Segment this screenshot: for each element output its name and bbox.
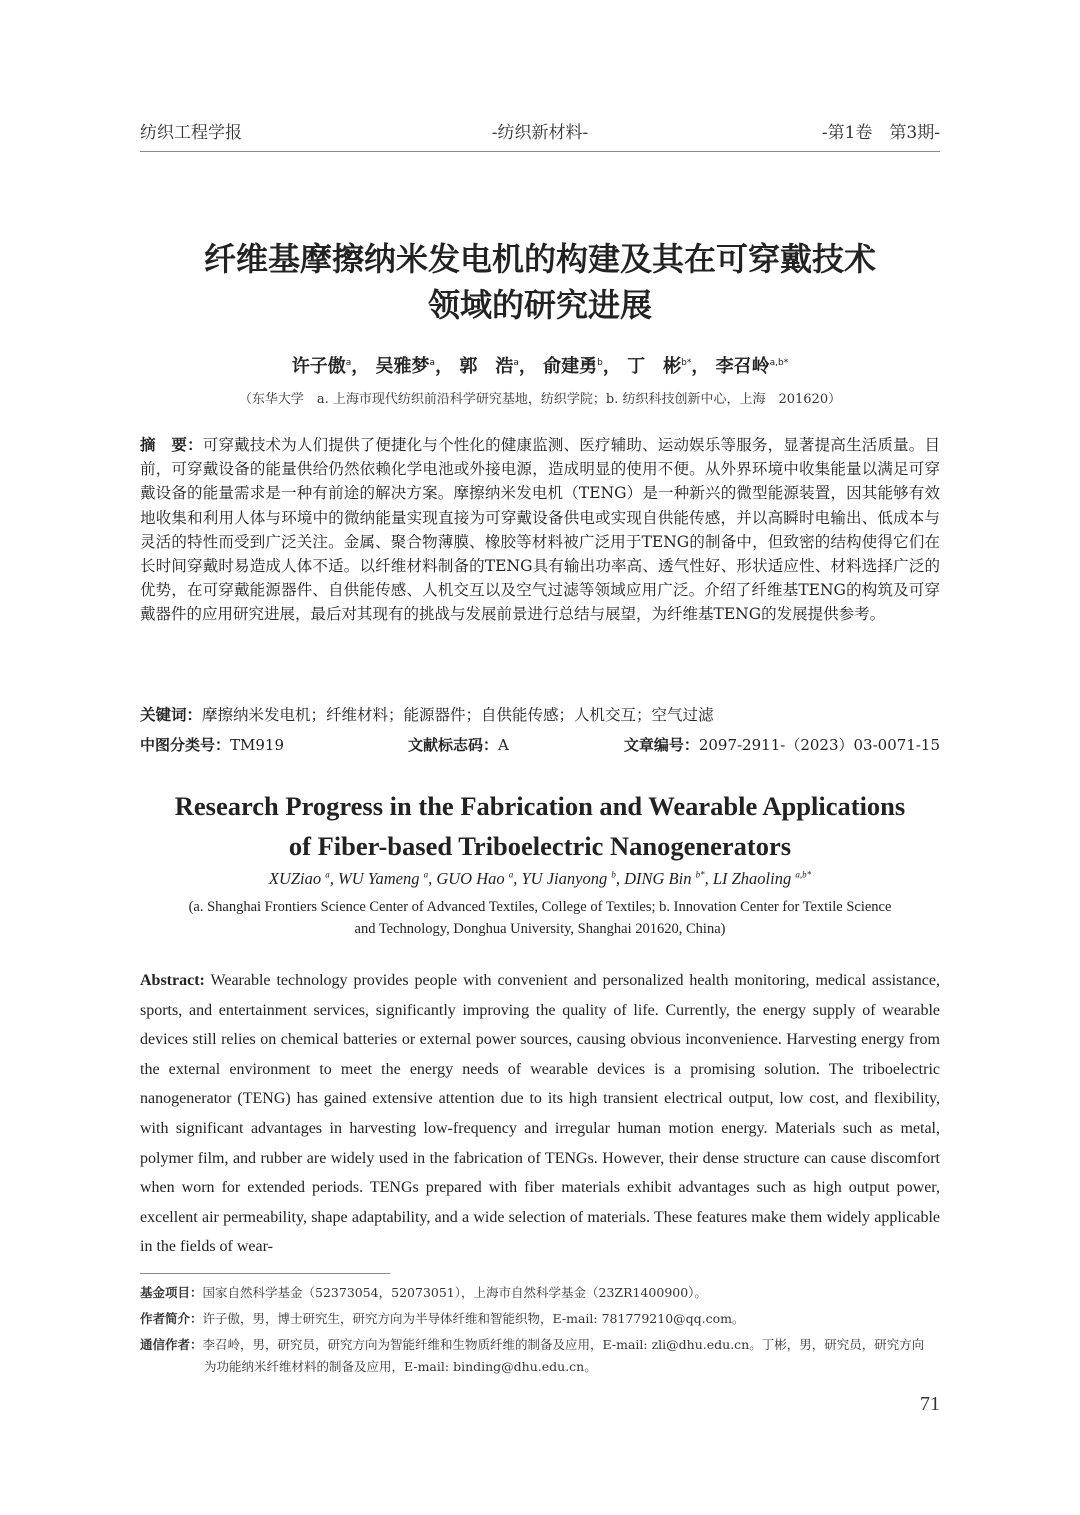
footnote-corresponding: 通信作者：李召岭，男，研究员，研究方向为智能纤维和生物质纤维的制备及应用，E-mail: zli@dhu.edu.cn。丁彬，男，研究员，研究方向 为功能纳米纤维材料的制备及应用，E-mail: binding@dhu.edu.cn。 (140, 1337, 925, 1374)
en-author: XUZiao $^a$ (268, 869, 330, 888)
en-author-list: XUZiao $^a$, WU Yameng $^a$, GUO Hao $^a$, YU Jianyong $^b$, DING Bin $^{b*}$, LI Zhaoling $^{a,b*}$ (268, 869, 812, 888)
zh-affiliation: （东华大学 a. 上海市现代纺织前沿科学研究基地，纺织学院；b. 纺织科技创新中心，上海 201620） (238, 392, 842, 407)
en-author: GUO Hao $^a$ (436, 869, 514, 888)
zh-title (120, 236, 960, 328)
footnote-rule (140, 1273, 390, 1274)
en-author: DING Bin $^{b*}$ (624, 869, 705, 888)
en-author: WU Yameng $^a$ (338, 869, 429, 888)
en-abstract (140, 966, 940, 1262)
zh-author: 李召岭$^{a,b*}$ (715, 356, 789, 377)
en-affiliation-line2: and Technology, Donghua University, Shanghai 201620, China) (354, 921, 726, 937)
en-affiliation-line1: (a. Shanghai Frontiers Science Center of Advanced Textiles, College of Textiles; b. Innovation Center for Textile Science (188, 899, 892, 915)
zh-keywords (140, 703, 940, 725)
zh-title-line1: 纤维基摩擦纳米发电机的构建及其在可穿戴技术 (203, 240, 876, 278)
footnote-fund: 基金项目：国家自然科学基金（52373054，52073051），上海市自然科学基金（23ZR1400900）。 (140, 1285, 707, 1300)
en-author: LI Zhaoling $^{a,b*}$ (712, 869, 812, 888)
en-title (100, 786, 980, 866)
en-affiliation (140, 896, 940, 940)
zh-abstract-label: 摘 要： (140, 436, 203, 454)
en-title-line2: of Fiber-based Triboelectric Nanogenerators (288, 831, 792, 861)
zh-author-list: 许子傲$^a$， 吴雅梦$^a$， 郭 浩$^a$， 俞建勇$^b$， 丁 彬$^{b*}$， 李召岭$^{a,b*}$ (291, 356, 789, 377)
classification-row (140, 734, 940, 758)
zh-abstract-text: 可穿戴技术为人们提供了便捷化与个性化的健康监测、医疗辅助、运动娱乐等服务，显著提高生活质量。目前，可穿戴设备的能量供给仍然依赖化学电池或外接电源，造成明显的使用不便。从外界环境中收集能量以满足可穿戴设备的能量需求是一种有前途的解决方案。摩擦纳米发电机（TENG）是一种新兴的微型能源装置，因其能够有效地收集和利用人体与环境中的微纳能量实现直接为可穿戴设备供电或实现自供能传感，并以高瞬时电输出、低成本与灵活的特性而受到广泛关注。金属、聚合物薄膜、橡胶等材料被广泛用于TENG的制备中，但致密的结构使得它们在长时间穿戴时易造成人体不适。以纤维材料制备的TENG具有输出功率高、透气性好、形状适应性、材料选择广泛的优势，在可穿戴能源器件、自供能传感、人机交互以及空气过滤等领域应用广泛。介绍了纤维基TENG的构筑及可穿戴器件的应用研究进展，最后对其现有的挑战与发展前景进行总结与展望，为纤维基TENG的发展提供参考。 (140, 436, 940, 624)
zh-title-line2: 领域的研究进展 (427, 286, 652, 324)
zh-author: 丁 彬$^{b*}$ (627, 356, 692, 377)
header-rule (140, 151, 940, 152)
en-author: YU Jianyong $^b$ (521, 869, 616, 888)
page-number: 71 (920, 1393, 940, 1415)
document-code: 文献标志码：A (408, 736, 509, 754)
section-name: -纺织新材料- (491, 123, 589, 143)
journal-name: 纺织工程学报 (140, 123, 242, 143)
en-title-line1: Research Progress in the Fabrication and Wearable Applications (174, 791, 906, 821)
zh-author: 俞建勇$^b$ (543, 356, 603, 377)
zh-keywords-label: 关键词： (140, 706, 203, 724)
running-header (140, 118, 940, 144)
clc-number: 中图分类号：TM919 (140, 736, 285, 754)
zh-abstract (140, 433, 940, 627)
en-abstract-text: Wearable technology provides people with convenient and personalized health monitoring, medical assistance, sports, and entertainment services, significantly improving the quality of life. Currently, the energy supply of wearable devices still relies on chemical batteries or external power sources, causing obvious inconvenience. Harvesting energy from the external environment to meet the energy needs of wearable devices is a promising solution. The triboelectric nanogenerator (TENG) has gained extensive attention due to its high transient electrical output, low cost, and flexibility, with significant advantages in harvesting low-frequency and irregular human motion energy. Materials such as metal, polymer film, and rubber are widely used in the fabrication of TENGs. However, their dense structure can cause discomfort when worn for extended periods. TENGs prepared with fiber materials exhibit advantages such as high output power, excellent air permeability, shape adaptability, and a wide selection of materials. These features make them widely applicable in the fields of wear- (140, 972, 940, 1256)
article-number: 文章编号：2097-2911-（2023）03-0071-15 (623, 736, 940, 754)
volume-issue: -第1卷 第3期- (821, 123, 940, 143)
en-abstract-label: Abstract: (140, 972, 205, 989)
zh-author: 许子傲$^a$ (291, 356, 352, 377)
zh-keywords-text: 摩擦纳米发电机；纤维材料；能源器件；自供能传感；人机交互；空气过滤 (202, 706, 714, 724)
footnote-author: 作者简介：许子傲，男，博士研究生，研究方向为半导体纤维和智能织物，E-mail: 781779210@qq.com。 (140, 1311, 745, 1326)
zh-author: 郭 浩$^a$ (459, 356, 519, 377)
zh-author: 吴雅梦$^a$ (375, 356, 436, 377)
